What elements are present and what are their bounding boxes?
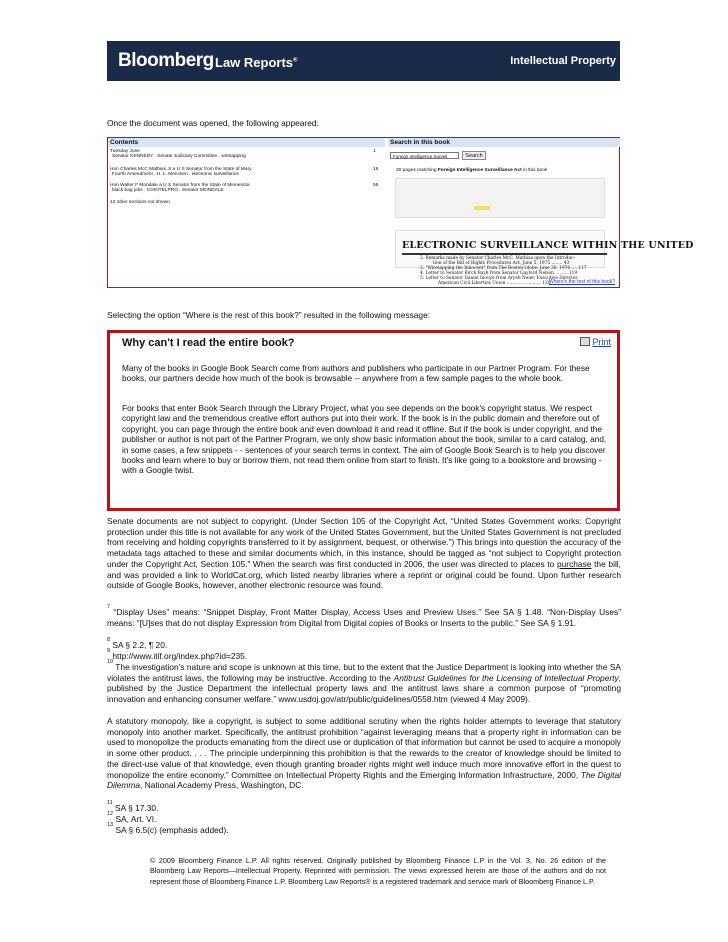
footnote-11: $^{11}$ SA § 17.30.	[107, 800, 159, 813]
print-link[interactable]: Print	[580, 337, 611, 347]
toc-page-number: 55	[373, 183, 379, 188]
scan-rule	[402, 253, 607, 255]
footnote-8: $^8$ SA § 2.2, ¶ 20.	[107, 637, 168, 650]
body-paragraph: A statutory monopoly, like a copyright, is subject to some additional scrutiny when the rights holder attempts to leverage that statutory monopoly into another market. Specifically, the antitrust prohibition “against leveraging means that a property right in information can be used to monopolize the products emanating from the direct use or duplication of that information but cannot be used to acquire a monopoly in some other product. . . . The principle underpinning this prohibition is that the rewards to the creator of knowledge should be limited to the direct-use value of that knowledge, even though granting broader rights might well induce much more innovative effort in the quest to monopolize the entire economy.” Committee on Intellectual Property Rights and the Emerging Information Infrastructure, 2000, The Digital Dilemma, National Academy Press, Washington, DC.	[107, 716, 622, 791]
scan-toc-line: American Civil Liberties Union ......................... 120	[438, 281, 551, 286]
why-cant-read-screenshot	[107, 330, 620, 511]
footnote-7: $^7$ “Display Uses” means: “Snippet Display, Front Matter Display, Access Uses and Preview Uses.” See SA § 1.48. “Non-Display Uses” means: “[U]ses that do not display Expression from Digital from Digital copies of Books or Inserts to the public.” See SA § 1.91.	[107, 604, 621, 628]
search-results-count: 30 pages matching Foreign Intelligence Surveillance Act in this book	[396, 168, 548, 173]
scan-toc-line: tion of the Bill of Rights Procedures Act, June 5, 1975 ........ 43	[433, 261, 570, 266]
book-search-screenshot	[107, 137, 694, 288]
message-paragraph: For books that enter Book Search through the Library Project, what you see depends on the book's copyright status. We respect copyright law and the tremendous creative effort authors put into their work. If the book is in the public domain and therefore out of copyright, you can page through the entire book and even download it and read it offline. But if the book is under copyright, and the publisher or author is not part of the Partner Program, we only show basic information about the book, similar to a card catalog, and, in some cases, a few snippets - - sentences of your search terms in context. The aim of Google Book Search is to help you discover books and learn where to buy or borrow them, not read them online from start to finish. It's like going to a bookstore and browsing - with a Google twist.	[122, 403, 607, 476]
footnote-13: $^{13}$ SA § 6.5(c) (emphasis added).	[107, 822, 229, 835]
scan-heading: ELECTRONIC SURVEILLANCE WITHIN THE UNITED	[402, 240, 694, 251]
body-paragraph: Senate documents are not subject to copyright. (Under Section 105 of the Copyright Act, “United States Government works: Copyright protection under this title is not available for any work of the United States Government, but the United States Government is not precluded from receiving and holding copyrights transferred to it by assignment, bequest, or otherwise.”) This brings into question the accuracy of the metadata tags attached to these and similar documents which, in this instance, should be tagged as “not subject to Copyright protection under the Copyright Act, Section 105.” When the search was first conducted in 2006, the user was directed to places to purchase the bill, and was provided a link to WorldCat.org, which listed nearby libraries where a reprint or original could be found. Upon further research outside of Google Books, however, another electronic resource was found.	[107, 516, 621, 591]
book-search-input[interactable]: Foreign Intelligence Surveil	[390, 152, 459, 159]
section-title: Intellectual Property	[510, 55, 616, 67]
book-search-button[interactable]: Search	[462, 151, 486, 160]
search-heading: Search in this book	[388, 138, 620, 147]
toc-entry[interactable]: Hon Walter F Mondale a U S Senator from the State of Minnesota black bag jobs . COINTELPRO . Senator MONDALE	[110, 183, 250, 194]
scan-toc-line: 2. Remarks made by Senator Charles McC. Mathias upon the Introduc-	[420, 256, 576, 261]
toc-entry[interactable]: Hon Charles McC Mathias Jr a U S Senator from the State of Mary Fourth Amendment . H. L. Mencken . electronic surveillance	[110, 167, 252, 178]
printer-icon	[580, 337, 590, 346]
purchase-link[interactable]: purchase	[556, 558, 592, 569]
contents-heading: Contents	[108, 138, 385, 147]
highlight-mark	[474, 206, 490, 210]
footnote-12: $^{12}$ SA, Art. VI.	[107, 811, 157, 824]
scan-toc-line: 3. "Wiretapping the Innocent" from The Boston Globe, June 30, 1976 .... 117	[420, 266, 587, 271]
page-snippet-image[interactable]	[395, 178, 605, 218]
message-title: Why can't I read the entire book?	[122, 337, 295, 349]
footnote-10: $^{10}$ The investigation’s nature and scope is unknown at this time, but to the extent that the Justice Department is looking into whether the SA violates the antitrust laws, the following may be instructive. According to the Antitrust Guidelines for the Licensing of Intellectual Property, published by the Justice Department the intellectual property laws and the antitrust laws share a common purpose of “promoting innovation and enhancing consumer welfare.” www.usdoj.gov/atr/public/guidelines/0558.htm (viewed 4 May 2009).	[107, 659, 621, 705]
caption-selecting: Selecting the option “Where is the rest of this book?” resulted in the following message:	[107, 310, 431, 320]
rest-of-book-link[interactable]: Where's the rest of this book?	[549, 279, 615, 285]
toc-entry[interactable]: Tuesday June Senator KENNEDY . Senate Judiciary Committee . wiretapping	[110, 149, 246, 160]
scan-toc-line: 4. Letter to Senator Birch Bayh from Senator Gaylord Nelson ......... 119	[420, 271, 578, 276]
product-name: Law Reports®	[215, 55, 298, 70]
header-banner	[107, 41, 620, 81]
toc-page-number: 19	[373, 167, 379, 172]
footnote-9: $^9$ http://www.itif.org/index.php?id=235.	[107, 648, 248, 661]
brand-logo: Bloomberg	[118, 50, 214, 71]
message-paragraph: Many of the books in Google Book Search come from authors and publishers who participate in our Partner Program. For these books, our partners decide how much of the book is browsable -- anywhere from a few sample pages to the whole book.	[122, 363, 590, 384]
other-sections-note: 12 other sections not shown	[110, 200, 170, 205]
caption-opened: Once the document was opened, the following appeared:	[107, 118, 319, 128]
copyright-footer: © 2009 Bloomberg Finance L.P. All rights reserved. Originally published by Bloomberg Finance L.P in the Vol. 3, No. 26 edition of the Bloomberg Law Reports—Intellectual Property. Reprinted with permission. The views expressed herein are those of the authors and do not represent those of Bloomberg Finance L.P. Bloomberg Law Reports® is a registered trademark and service mark of Bloomberg Finance L.P.	[150, 856, 606, 886]
scan-toc-line: 5. Letter to Senator Daniel Inouye from Aryeh Neier, Executive Director,	[420, 276, 579, 281]
toc-page-number: 1	[373, 149, 376, 154]
